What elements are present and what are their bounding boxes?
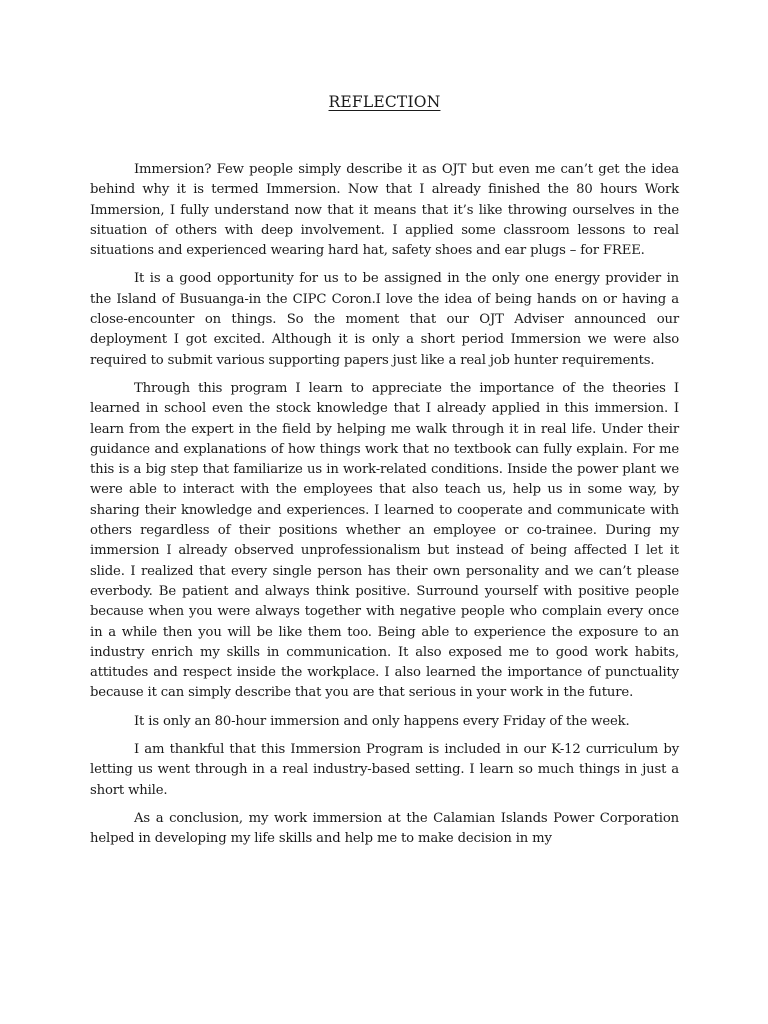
- paragraph-opportunity: It is a good opportunity for us to be assigned in the only one energy provider in the Island of Busuanga-in the CIPC Coron.I love the idea of being hands on or having a close-encounter on things. So the moment that our OJT Adviser announced our deployment I got excited. Although it is only a short period Immersion we were also required to submit various supporting papers just like a real job hunter requirements.: [90, 271, 679, 368]
- title-text: REFLECTION: [328, 93, 441, 111]
- paragraph-program: Through this program I learn to appreciate the importance of the theories I learned in school even the stock knowledge that I already applied in this immersion. I learn from the expert in the field by helping me walk through it in real life. Under their guidance and explanations of how things work that no textbook can fully explain. For me this is a big step that familiarize us in work-related conditions. Inside the power plant we were able to interact with the employees that also teach us, help us in some way, by sharing their knowledge and experiences. I learned to cooperate and communicate with others regardless of their positions whether an employee or co-trainee. During my immersion I already observed unprofessionalism but instead of being affected I let it slide. I realized that every single person has their own personality and we can’t please everbody. Be patient and always think positive. Surround yourself with positive people because when you were always together with negative people who complain every once in a while then you will be like them too. Being able to experience the exposure to an industry enrich my skills in communication. It also exposed me to good work habits, attitudes and respect inside the workplace. I also learned the importance of punctuality because it can simply describe that you are that serious in your work in the future.: [90, 380, 679, 701]
- paragraph-intro: Immersion? Few people simply describe it as OJT but even me can’t get the idea behind why it is termed Immersion. Now that I already finished the 80 hours Work Immersion, I fully understand now that it means that it’s like throwing ourselves in the situation of others with deep involvement. I applied some classroom lessons to real situations and experienced wearing hard hat, safety shoes and ear plugs – for FREE.: [90, 162, 679, 259]
- document-title: [90, 93, 679, 111]
- paragraph-duration: It is only an 80-hour immersion and only happens every Friday of the week.: [134, 713, 630, 729]
- paragraph-thankful: I am thankful that this Immersion Program is included in our K-12 curriculum by letting us went through in a real industry-based setting. I learn so much things in just a short while.: [90, 742, 679, 798]
- document-body: [90, 160, 679, 858]
- paragraph-conclusion: As a conclusion, my work immersion at the Calamian Islands Power Corporation helped in developing my life skills and help me to make decision in my: [90, 810, 679, 847]
